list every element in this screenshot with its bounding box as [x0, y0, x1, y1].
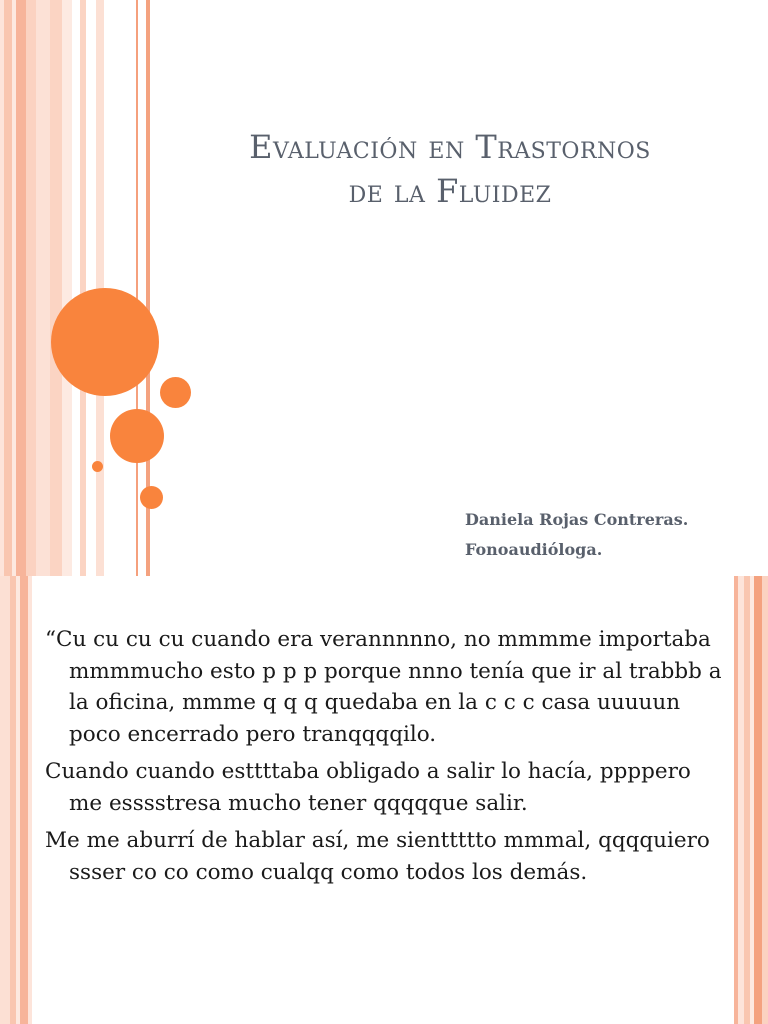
decor-circle-small [140, 486, 163, 509]
quote-text [45, 624, 725, 894]
decor-stripe [26, 0, 36, 576]
author-name: Daniela Rojas Contreras. [465, 510, 689, 529]
decor-stripe [4, 0, 12, 576]
decor-circle-medium [110, 409, 164, 463]
title-line-2: de la Fluidez [348, 172, 552, 210]
decor-circle-small [160, 377, 191, 408]
quote-paragraph-1: “Cu cu cu cu cuando era verannnnno, no mmmme importaba mmmmucho esto p p p porque nnno tenía que ir al trabbb a la oficina, mmme q q q quedaba en la c c c casa uuuuun poco encerrado pero tranqqqqilo. [45, 627, 722, 747]
decor-stripe [16, 0, 26, 576]
quote-paragraph-3: Me me aburrí de hablar así, me sienttttto mmmal, qqqquiero ssser co co como cualqq como todos los demás. [45, 828, 710, 885]
slide-title [180, 125, 720, 213]
author-block [465, 505, 688, 565]
decor-stripe [28, 576, 32, 1024]
decor-circle-tiny [92, 461, 103, 472]
decor-stripe [754, 576, 762, 1024]
decor-stripe [80, 0, 86, 576]
decor-stripe [36, 0, 50, 576]
decor-stripe [50, 0, 62, 576]
decor-stripe [62, 0, 72, 576]
decor-circle-large [51, 288, 159, 396]
decor-stripe [0, 576, 10, 1024]
decor-stripe [136, 0, 138, 576]
title-line-1: Evaluación en Trastornos [249, 128, 651, 166]
quote-paragraph-2: Cuando cuando esttttaba obligado a salir lo hacía, ppppero me esssstresa mucho tener qqqqque salir. [45, 759, 691, 816]
decor-stripe [20, 576, 28, 1024]
author-role: Fonoaudióloga. [465, 540, 603, 559]
decor-stripe [762, 576, 768, 1024]
